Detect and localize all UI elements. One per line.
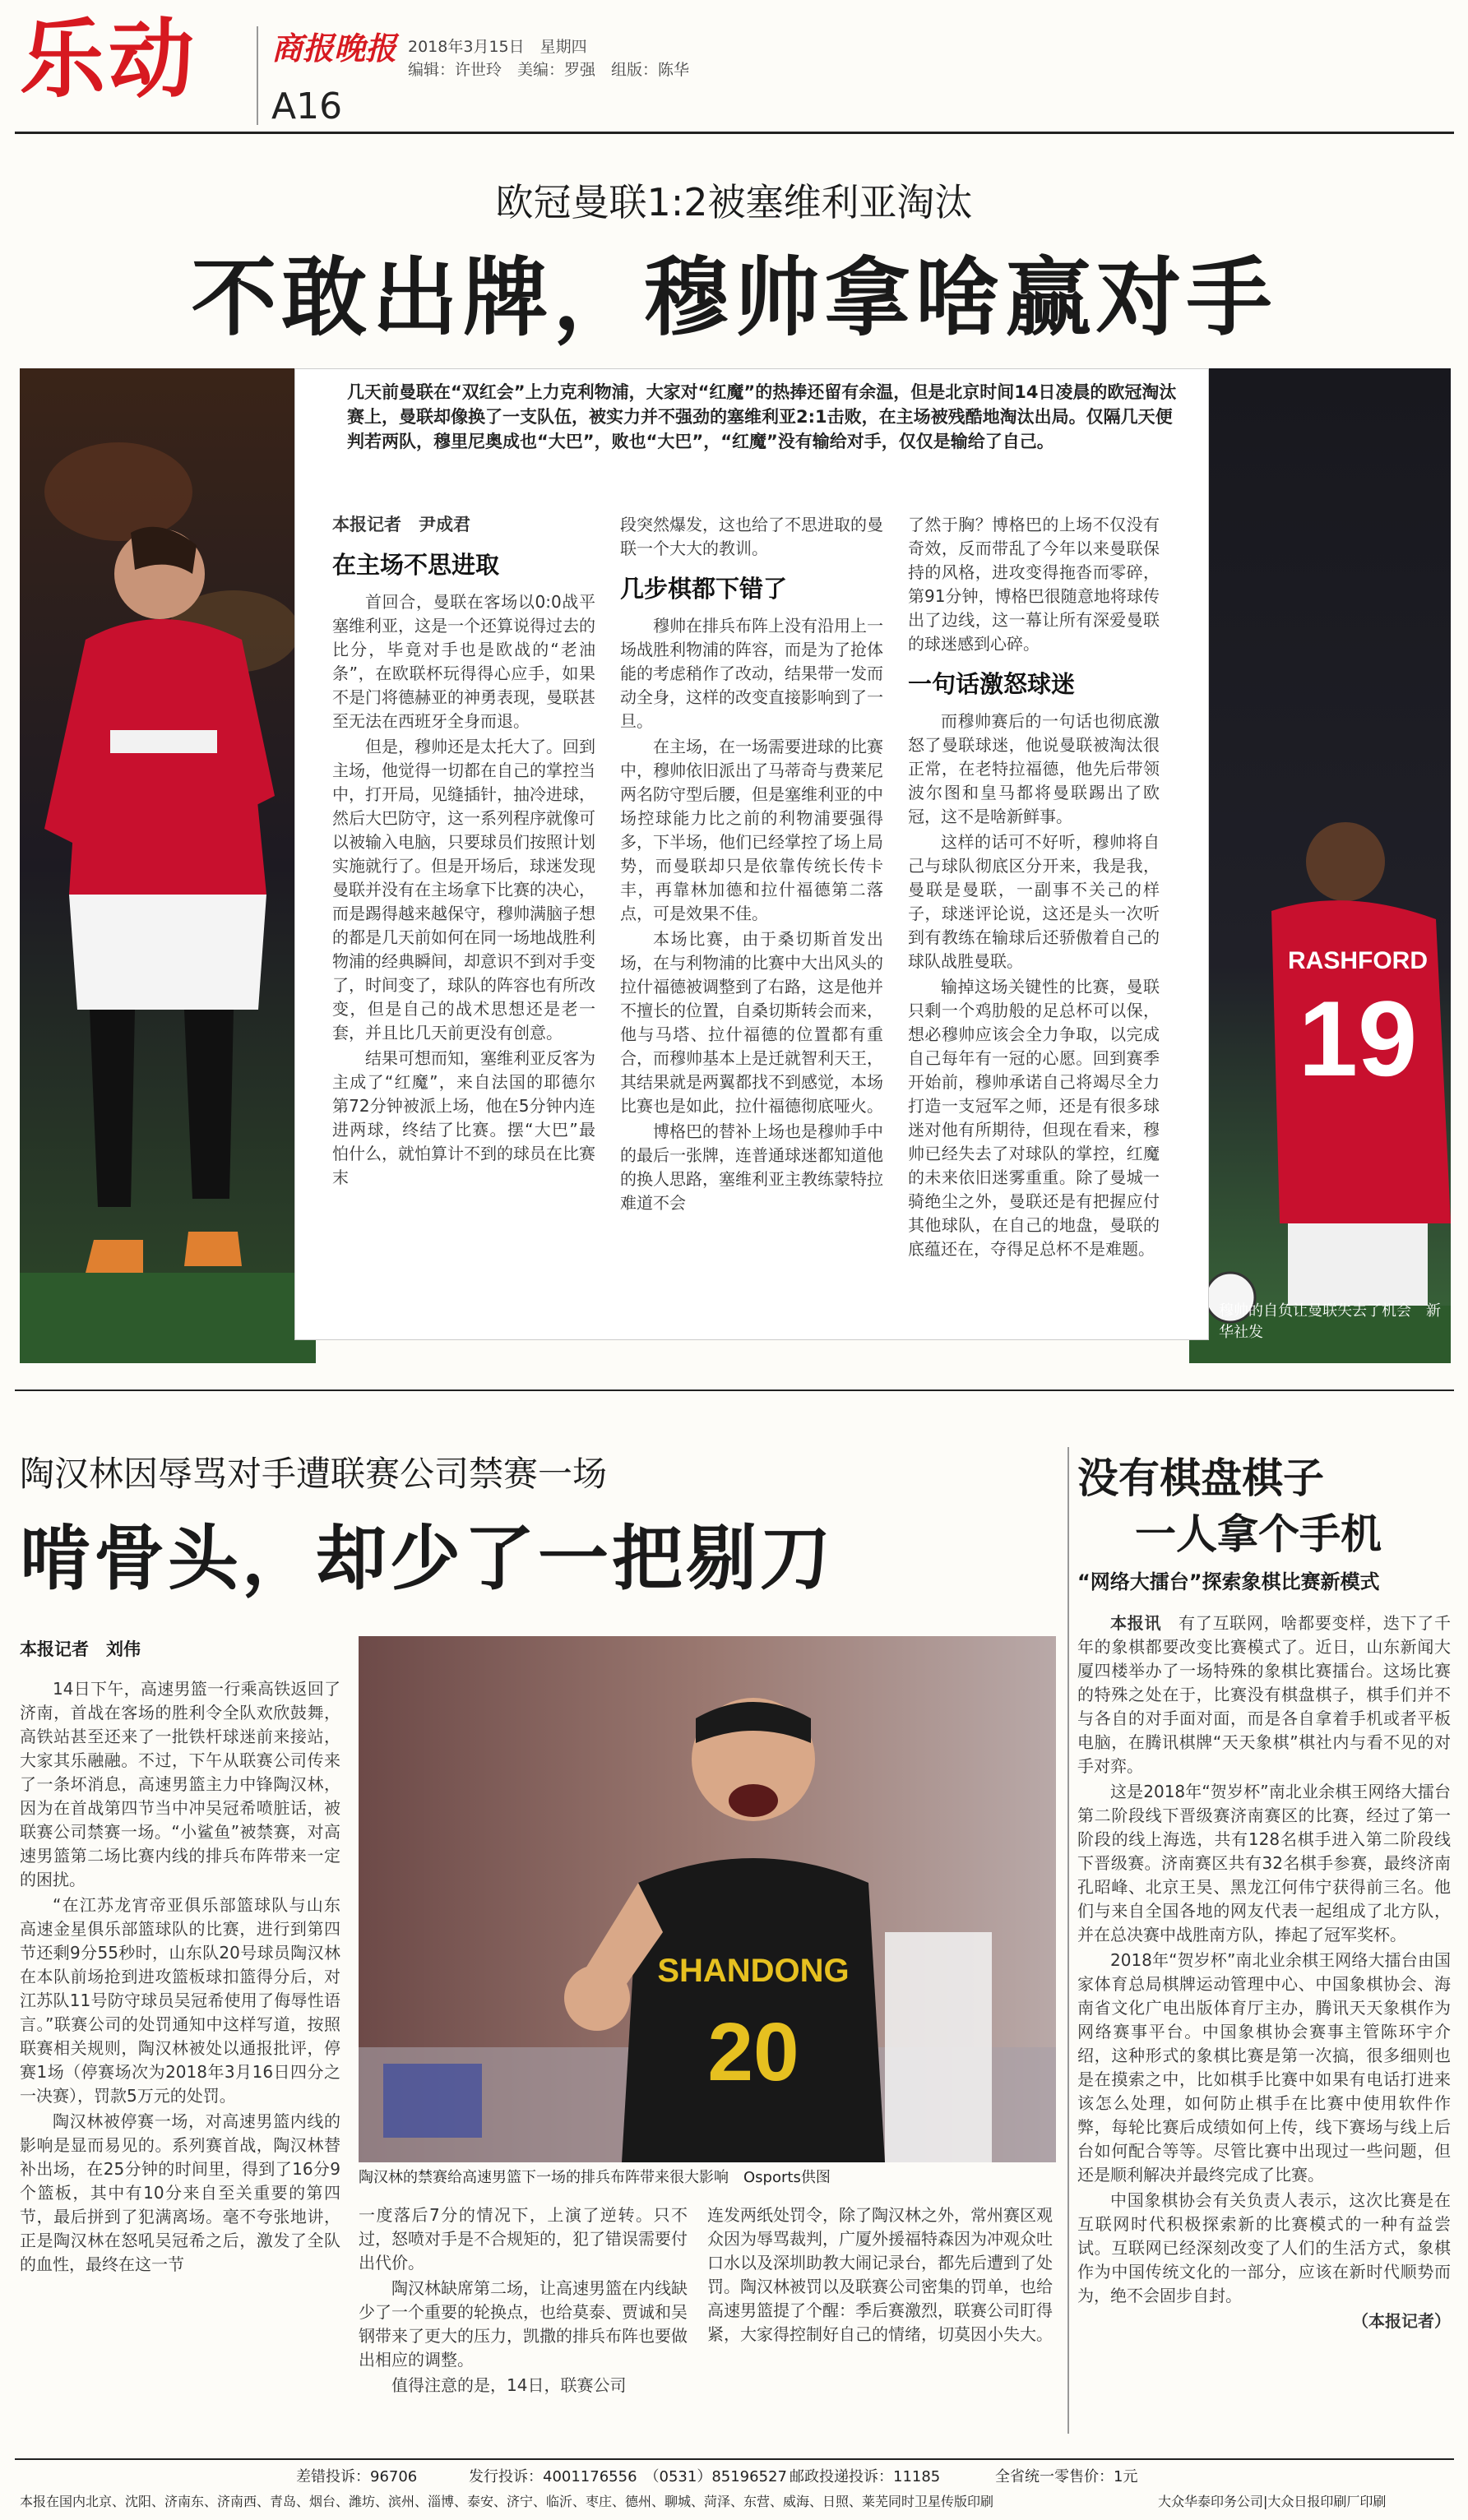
- story3-byline-tag: 本报讯: [1110, 1613, 1162, 1633]
- footer-distribution-hotline: 发行投诉：4001176556 （0531）85196527: [469, 2468, 787, 2485]
- story1-col3-subhead: 一句话激怒球迷: [908, 670, 1076, 698]
- story1-col1-para: 结果可想而知，塞维利亚反客为主成了“红魔”，来自法国的耶德尔第72分钟被派上场，他在5分钟内连进两球，终结了比赛。摆“大巴”最怕什么，就怕算计不到的球员在比赛末: [332, 1048, 595, 1187]
- story2-para: 陶汉林缺席第二场，让高速男篮在内线缺少了一个重要的轮换点，也给莫泰、贾诚和吴钢带来了更大的压力，凯撒的排兵布阵也要做出相应的调整。: [359, 2278, 688, 2370]
- story1-photo-caption: 穆帅的自负让曼联失去了机会 新华社发: [1219, 1302, 1441, 1341]
- story1-column-2: [620, 513, 883, 1217]
- shirt-name-label: RASHFORD: [1288, 947, 1428, 974]
- shirt-number-label: 19: [1298, 978, 1418, 1098]
- story1-col3-para: 输掉这场关键性的比赛，曼联只剩一个鸡肋般的足总杯可以保，想必穆帅应该会全力争取，以完成自己每年有一冠的心愿。回到赛季开始前，穆帅承诺自己将竭尽全力打造一支冠军之师，还是有很多球迷对他有所期待，但现在看来，穆帅已经失去了对球队的掌控，红魔的未来依旧迷雾重重。除了曼城一骑绝尘之外，曼联还是有把握应付其他球队，在自己的地盘，曼联的底蕴还在，夺得足总杯不是难题。: [908, 977, 1160, 1259]
- section-title: 乐动: [20, 9, 198, 109]
- date-line: 2018年3月15日 星期四: [408, 38, 587, 56]
- story2-headline: 啃骨头，却少了一把剔刀: [20, 1518, 834, 1600]
- story2-para: 陶汉林被停赛一场，对高速男篮内线的影响是显而易见的。系列赛首战，陶汉林替补出场，在25分钟的时间里，得到了16分9个篮板，其中有10分来自至关重要的第四节，最后拼到了犯满离场。毫不夸张地讲，正是陶汉林在怒吼吴冠希之后，激发了全队的血性，最终在这一节: [20, 2111, 340, 2274]
- story1-col2-intro: 段突然爆发，这也给了不思进取的曼联一个大大的教训。: [620, 515, 883, 558]
- story1-col2-para: 穆帅在排兵布阵上没有沿用上一场战胜利物浦的阵容，而是为了抢体能的考虑稍作了改动，结果带一发而动全身，这样的改变直接影响到了一旦。: [620, 616, 883, 731]
- footer-printer: 大众华泰印务公司|大众日报印刷厂印刷: [1158, 2494, 1387, 2509]
- story3-para: 中国象棋协会有关负责人表示，这次比赛是在互联网时代积极探索新的比赛模式的一种有益尝试。互联网已经深刻改变了人们的生活方式，象棋作为中国传统文化的一部分，应该在新时代顺势而为，绝不会固步自封。: [1077, 2190, 1451, 2305]
- story1-col3-para: 这样的话可不好听，穆帅将自己与球队彻底区分开来，我是我，曼联是曼联，一副事不关己的样子，球迷评论说，这还是头一次听到有教练在输球后还骄傲着自己的球队战胜曼联。: [908, 832, 1160, 971]
- story3-para: 2018年“贺岁杯”南北业余棋王网络大擂台由国家体育总局棋牌运动管理中心、中国象棋协会、海南省文化广电出版体育厅主办，腾讯天天象棋作为网络赛事平台。中国象棋协会赛事主管陈环宇介绍，这种形式的象棋比赛是第一次搞，很多细则也是在摸索之中，比如棋手比赛中如果有电话打进来该怎么处理，如何防止棋手在比赛中使用软件作弊，每轮比赛后成绩如何上传，线下赛场与线上后台如何配合等等。尽管比赛中出现过一些问题，但还是顺利解决并最终完成了比赛。: [1077, 1950, 1451, 2185]
- story2-column-2: [359, 2203, 688, 2399]
- footer-price: 全省统一零售价：1元: [995, 2468, 1138, 2485]
- story2-column-3: [707, 2203, 1053, 2348]
- story1-kicker: 欧冠曼联1:2被塞维利亚淘汰: [495, 180, 973, 224]
- story1-column-3: [908, 513, 1160, 1263]
- story2-kicker: 陶汉林因辱骂对手遭联赛公司禁赛一场: [20, 1454, 608, 1494]
- footer-postal-hotline: 邮政投递投诉：11185: [790, 2468, 941, 2485]
- section-rule: [15, 1389, 1454, 1391]
- photo-basketball-player: [359, 1636, 1056, 2162]
- story3-kicker: “网络大擂台”探索象棋比赛新模式: [1077, 1570, 1380, 1593]
- story1-lead: 几天前曼联在“双红会”上力克利物浦，大家对“红魔”的热捧还留有余温，但是北京时间14日凌晨的欧冠淘汰赛上，曼联却像换了一支队伍，被实力并不强劲的塞维利亚2:1击败，在主场被残酷地淘汰出局。仅隔几天便判若两队，穆里尼奥成也“大巴”，败也“大巴”，“红魔”没有输给对手，仅仅是输给了自己。: [347, 382, 1177, 451]
- jersey-team-label: SHANDONG: [657, 1953, 850, 1989]
- story2-para: 一度落后7分的情况下，上演了逆转。只不过，怒喷对手是不合规矩的，犯了错误需要付出代价。: [359, 2205, 688, 2273]
- story3-body: [1077, 1611, 1451, 2333]
- story1-col3-para: 而穆帅赛后的一句话也彻底激怒了曼联球迷，他说曼联被淘汰很正常，在老特拉福德，他先后带领波尔图和皇马都将曼联踢出了欧冠，这不是啥新鲜事。: [908, 711, 1160, 826]
- story1-col2-para: 在主场，在一场需要进球的比赛中，穆帅依旧派出了马蒂奇与费莱尼两名防守型后腰，但是塞维利亚的中场控球能力比之前的利物浦要强得多，下半场，他们已经掌控了场上局势，而曼联却只是依靠传统长传卡丰，再靠林加德和拉什福德第二落点，可是效果不佳。: [620, 737, 883, 923]
- story1-col2-para: 博格巴的替补上场也是穆帅手中的最后一张牌，连普通球迷都知道他的换人思路，塞维利亚主教练蒙特拉难道不会: [620, 1121, 883, 1213]
- story1-col1-para: 首回合，曼联在客场以0:0战平塞维利亚，这是一个还算说得过去的比分，毕竟对手也是欧战的“老油条”，在欧联杯玩得得心应手，如果不是门将德赫亚的神勇表现，曼联甚至无法在西班牙全身而退。: [332, 592, 595, 731]
- story1-col2-para: 本场比赛，由于桑切斯首发出场，在与利物浦的比赛中大出风头的拉什福德被调整到了右路，这是他并不擅长的位置，自桑切斯转会而来，他与马塔、拉什福德的位置都有重合，而穆帅基本上是迁就智利天王，其结果就是两翼都找不到感觉，本场比赛也是如此，拉什福德彻底哑火。: [620, 929, 883, 1116]
- page-number: A16: [271, 86, 343, 127]
- story3-headline-line1: 没有棋盘棋子: [1077, 1454, 1324, 1502]
- story3-para: 有了互联网，啥都要变样，迭下了千年的象棋都要改变比赛模式了。近日，山东新闻大厦四楼举办了一场特殊的象棋比赛擂台。这场比赛的特殊之处在于，比赛没有棋盘棋子，棋手们并不与各自的对手面对面，而是各自拿着手机或者平板电脑，在腾讯棋牌“天天象棋”棋社内与看不见的对手对弈。: [1077, 1613, 1452, 1776]
- story2-para: 连发两纸处罚令，除了陶汉林之外，常州赛区观众因为辱骂裁判，广厦外援福特森因为冲观众吐口水以及深圳助教大闹记录台，都先后遭到了处罚。陶汉林被罚以及联赛公司密集的罚单，也给高速男篮提了个醒：季后赛激烈，联赛公司盯得紧，大家得控制好自己的情绪，切莫因小失大。: [707, 2205, 1053, 2344]
- story1-col1-para: 但是，穆帅还是太托大了。回到主场，他觉得一切都在自己的掌控当中，打开局，见缝插针，抽冷进球，然后大巴防守，这一系列程序就像可以被输入电脑，只要球员们按照计划实施就行了。但是开场后，球迷发现曼联并没有在主场拿下比赛的决心，而是踢得越来越保守，穆帅满脑子想的都是几天前如何在同一场地战胜利物浦的经典瞬间，却意识不到对手变了，时间变了，球队的阵容也有所改变，但是自己的战术思想还是老一套，并且比几天前更没有创意。: [332, 737, 595, 1043]
- footer-error-hotline: 差错投诉：96706: [296, 2468, 418, 2485]
- story2-para: 14日下午，高速男篮一行乘高铁返回了济南，首战在客场的胜利令全队欢欣鼓舞，高铁站甚至还来了一批铁杆球迷前来接站，大家其乐融融。不过，下午从联赛公司传来了一条坏消息，高速男篮主力中锋陶汉林，因为在首战第四节当中冲吴冠希喷脏话，被联赛公司禁赛一场。“小鲨鱼”被禁赛，对高速男篮第二场比赛内线的排兵布阵带来一定的困扰。: [20, 1679, 340, 1889]
- story2-column-1: [20, 1677, 340, 2278]
- story1-column-1: [332, 513, 595, 1191]
- story3-signoff: （本报记者）: [1352, 2311, 1451, 2331]
- story1-headline: 不敢出牌，穆帅拿啥赢对手: [191, 247, 1277, 348]
- story2-byline: 本报记者 刘伟: [20, 1639, 141, 1659]
- story1-col2-subhead: 几步棋都下错了: [620, 575, 788, 603]
- story1-col1-subhead: 在主场不思进取: [332, 551, 500, 579]
- editors-line: 编辑：许世玲 美编：罗强 组版：陈华: [408, 61, 690, 79]
- story2-photo-caption: 陶汉林的禁赛给高速男篮下一场的排兵布阵带来很大影响 Osports供图: [359, 2169, 831, 2186]
- story2-para: 值得注意的是，14日，联赛公司: [391, 2375, 627, 2395]
- footer-rule: [15, 2458, 1454, 2460]
- photo-right-player: [1189, 368, 1451, 1363]
- jersey-number-label: 20: [707, 2006, 799, 2098]
- story2-para: “在江苏龙宵帝亚俱乐部篮球队与山东高速金星俱乐部篮球队的比赛，进行到第四节还剩9分55秒时，山东队20号球员陶汉林在本队前场抢到进攻篮板球扣篮得分后，对江苏队11号防守球员吴冠希使用了侮辱性语言。”联赛公司的处罚通知中这样写道，按照联赛相关规则，陶汉林被处以通报批评，停赛1场（停赛场次为2018年3月16日四分之一决赛），罚款5万元的处罚。: [20, 1895, 340, 2106]
- story1-col3-intro: 了然于胸？博格巴的上场不仅没有奇效，反而带乱了今年以来曼联保持的风格，进攻变得拖沓而零碎，第91分钟，博格巴很随意地将球传出了边线，这一幕让所有深爱曼联的球迷感到心碎。: [908, 515, 1160, 654]
- story3-headline-line2: 一人拿个手机: [1135, 1510, 1382, 1558]
- masthead-divider: [257, 26, 258, 125]
- column-divider: [1067, 1447, 1069, 2434]
- story1-byline: 本报记者 尹成君: [332, 515, 470, 534]
- story3-para: 这是2018年“贺岁杯”南北业余棋王网络大擂台第二阶段线下晋级赛济南赛区的比赛，经过了第一阶段的线上海选，共有128名棋手进入第二阶段线下晋级赛。济南赛区共有32名棋手参赛，最终济南孔昭峰、北京王昊、黑龙江何伟宁获得前三名。他们与来自全国各地的网友代表一起组成了北方队，并在总决赛中战胜南方队，捧起了冠军奖杯。: [1077, 1782, 1451, 1944]
- photo-left-player: [20, 368, 316, 1363]
- newspaper-logo: 商报晚报: [271, 30, 397, 67]
- masthead-rule: [15, 132, 1454, 134]
- footer-print-sites: 本报在国内北京、沈阳、济南东、济南西、青岛、烟台、潍坊、滨州、淄博、泰安、济宁、临沂、枣庄、德州、聊城、菏泽、东营、威海、日照、莱芜同时卫星传版印刷: [20, 2494, 994, 2509]
